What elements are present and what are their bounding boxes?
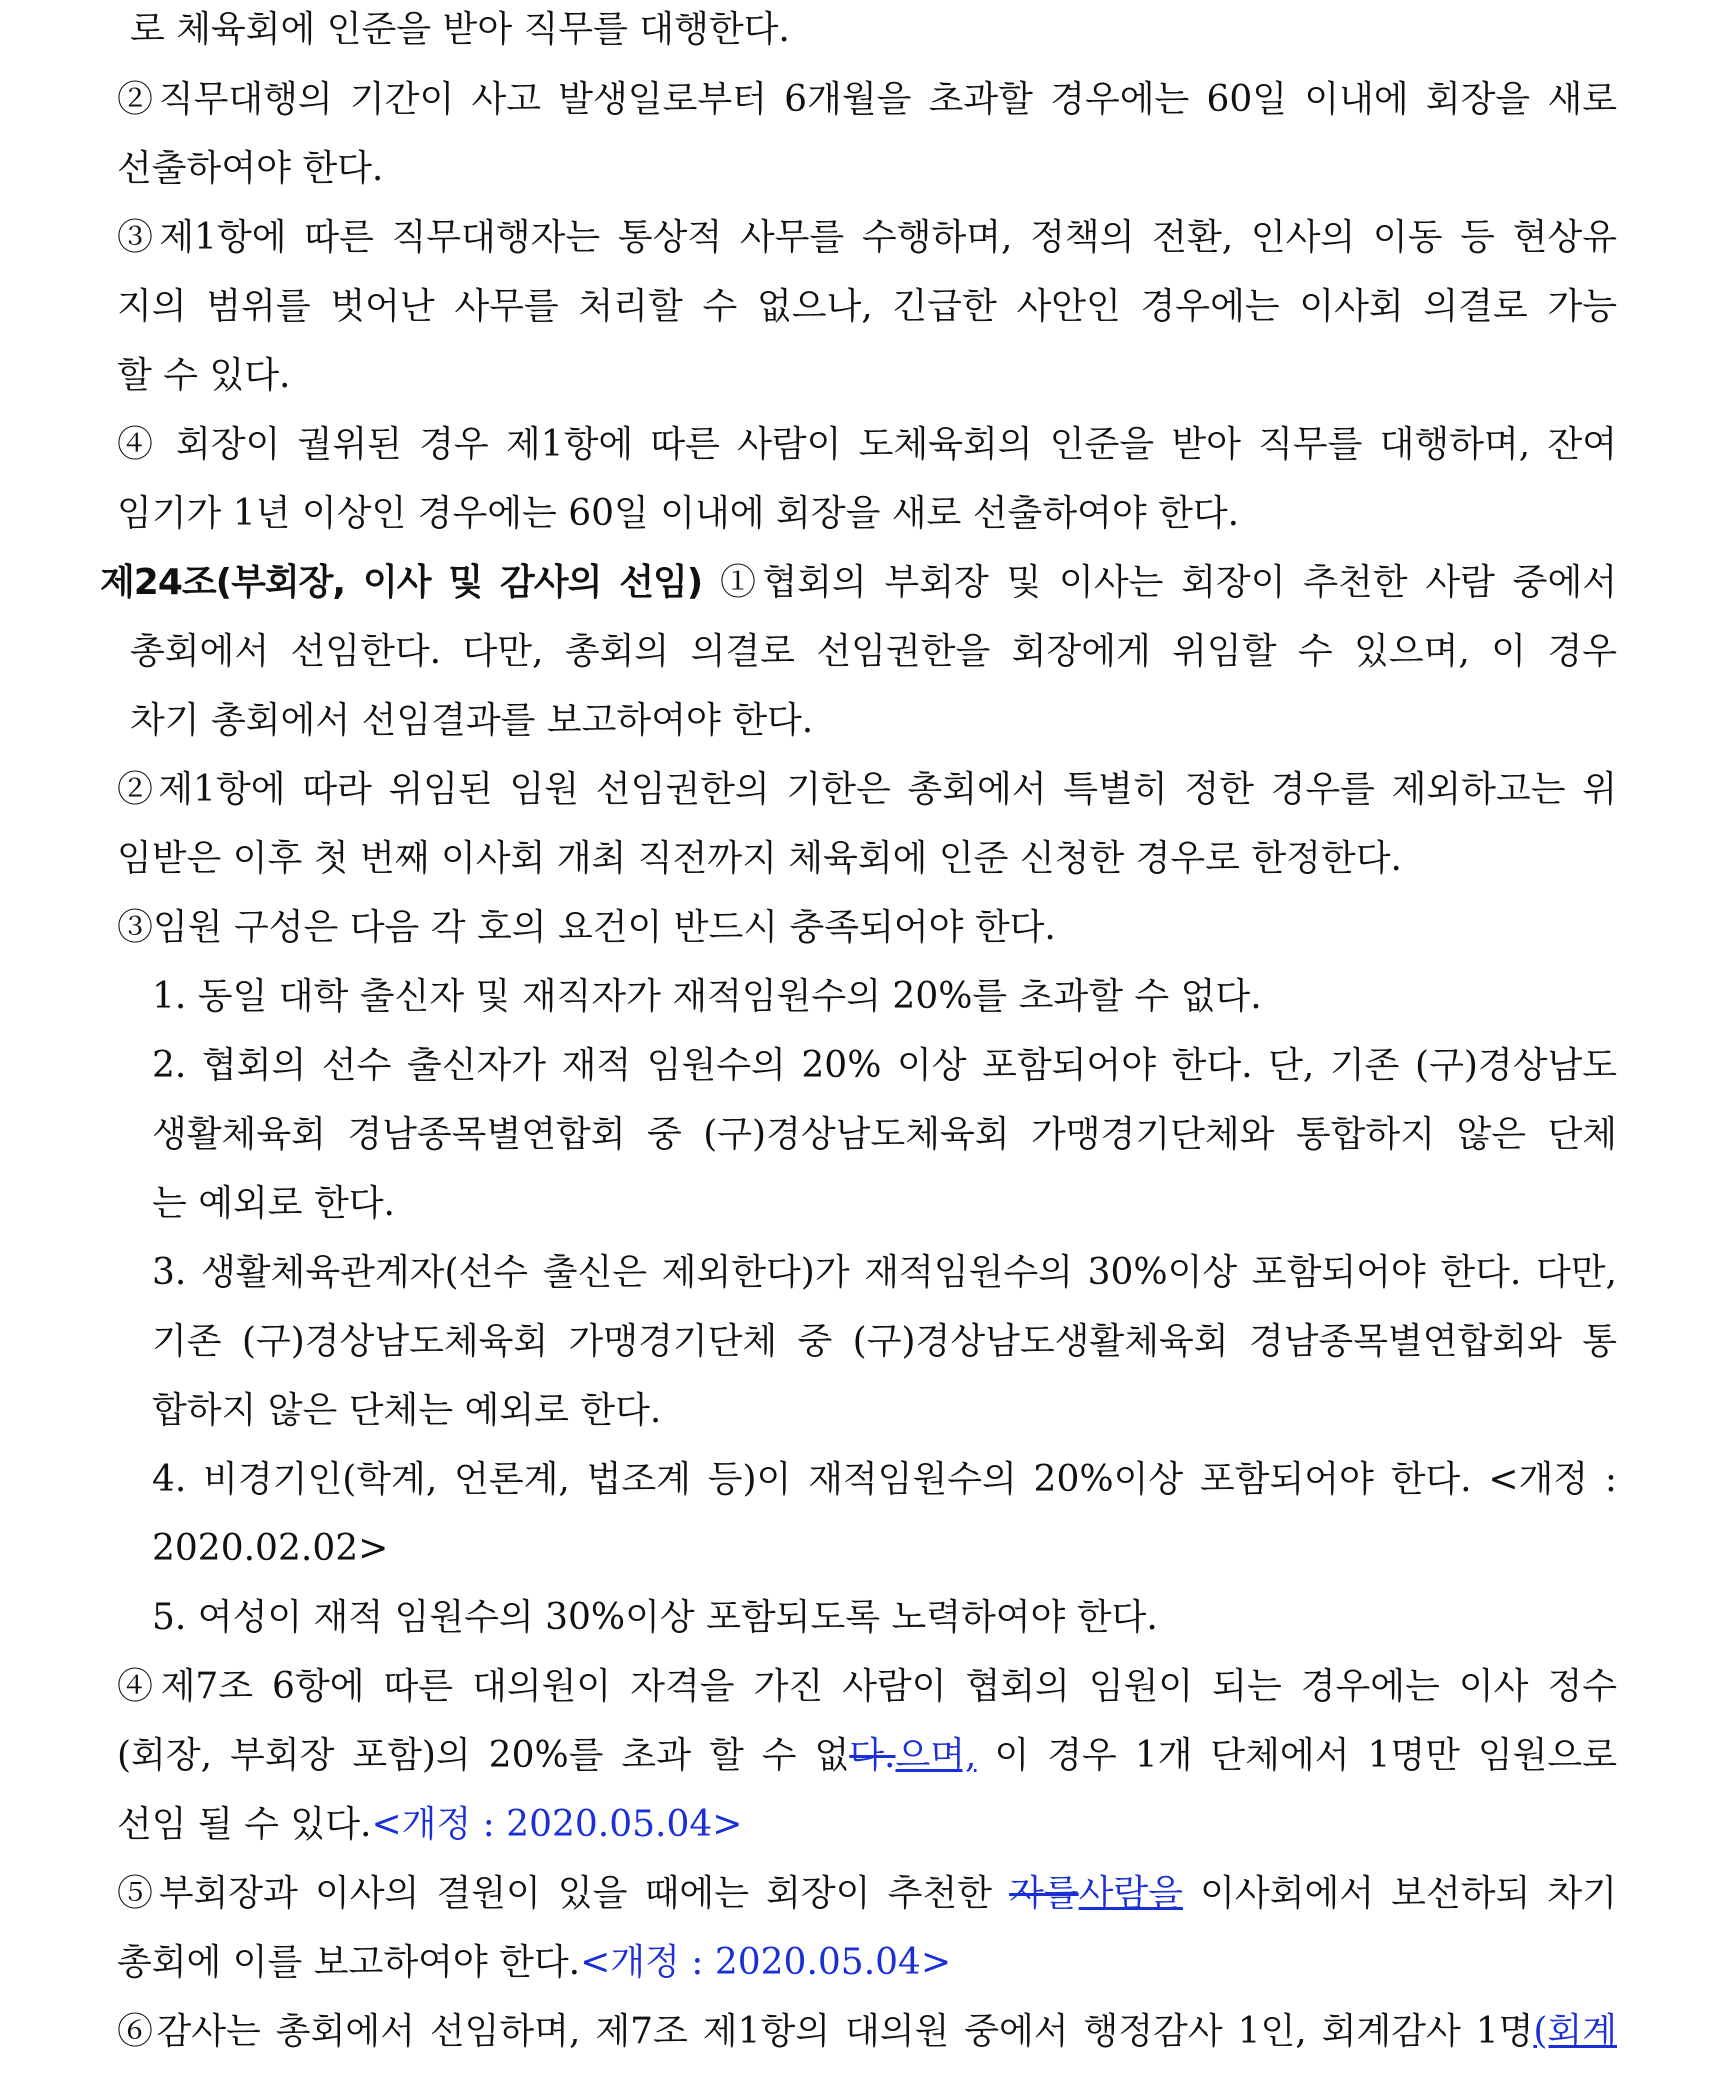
text-line: ③임원 구성은 다음 각 호의 요건이 반드시 충족되어야 한다. [117,907,1056,948]
revision-note: <개정 : 2020.05.04> [371,1804,743,1845]
inserted-text: (회계 [1533,2011,1617,2052]
text-line: ②직무대행의 기간이 사고 발생일로부터 6개월을 초과할 경우에는 60일 이내에 회장을 새로 [117,79,1617,120]
text-segment: ⑤부회장과 이사의 결원이 있을 때에는 회장이 추천한 [117,1873,1010,1914]
list-item: 1. 동일 대학 출신자 및 재직자가 재적임원수의 20%를 초과할 수 없다. [152,976,1262,1017]
text-line: 차기 총회에서 선임결과를 보고하여야 한다. [130,700,814,741]
text-segment: 선임 될 수 있다. [117,1804,372,1845]
text-line: 임기가 1년 이상인 경우에는 60일 이내에 회장을 새로 선출하여야 한다. [117,493,1240,534]
text-line: ②제1항에 따라 위임된 임원 선임권한의 기한은 총회에서 특별히 정한 경우를 제외하고는 위 [117,769,1617,810]
amended-line [117,1732,1617,1780]
list-item: 4. 비경기인(학계, 언론계, 법조계 등)이 재적임원수의 20%이상 포함되어야 한다. <개정 : [152,1459,1617,1500]
text-segment: 이사회에서 보선하되 차기 [1182,1873,1617,1914]
deleted-text: 자를 [1009,1873,1079,1914]
list-item-cont: 기존 (구)경상남도체육회 가맹경기단체 중 (구)경상남도생활체육회 경남종목별연합회와 통 [152,1321,1617,1362]
inserted-text: 사람을 [1078,1873,1183,1914]
revision-note: <개정 : 2020.05.04> [580,1942,952,1983]
list-item-cont: 생활체육회 경남종목별연합회 중 (구)경상남도체육회 가맹경기단체와 통합하지 않은 단체 [152,1114,1617,1155]
text-segment: 이 경우 1개 단체에서 1명만 임원으로 [976,1735,1617,1776]
text-line: 총회에서 선임한다. 다만, 총회의 의결로 선임권한을 회장에게 위임할 수 있으며, 이 경우 [130,631,1617,672]
text-line: 로 체육회에 인준을 받아 직무를 대행한다. [130,9,790,50]
inserted-text: 으며, [895,1735,977,1776]
text-line: 임받은 이후 첫 번째 이사회 개최 직전까지 체육회에 인준 신청한 경우로 한정한다. [117,838,1402,879]
deleted-text: 다. [849,1735,896,1776]
article-heading: 제24조(부회장, 이사 및 감사의 선임) [100,562,703,603]
amended-line [117,1870,1617,1918]
amended-line [117,1801,1617,1849]
amended-line [117,2008,1617,2056]
article-text: ①협회의 부회장 및 이사는 회장이 추천한 사람 중에서 [702,562,1618,603]
text-line: 할 수 있다. [117,355,291,396]
text-line: ④제7조 6항에 따른 대의원이 자격을 가진 사람이 협회의 임원이 되는 경우에는 이사 정수 [117,1666,1617,1707]
list-item-cont: 합하지 않은 단체는 예외로 한다. [152,1390,662,1431]
text-line: 선출하여야 한다. [117,148,384,189]
text-line: 지의 범위를 벗어난 사무를 처리할 수 없으나, 긴급한 사안인 경우에는 이사회 의결로 가능 [117,286,1617,327]
article-24-line [100,559,1617,607]
list-item: 5. 여성이 재적 임원수의 30%이상 포함되도록 노력하여야 한다. [152,1597,1158,1638]
text-line: ④ 회장이 궐위된 경우 제1항에 따른 사람이 도체육회의 인준을 받아 직무를 대행하며, 잔여 [117,424,1617,465]
amended-line [117,1939,1617,1987]
text-line: ③제1항에 따른 직무대행자는 통상적 사무를 수행하며, 정책의 전환, 인사의 이동 등 현상유 [117,217,1617,258]
text-segment: 총회에 이를 보고하여야 한다. [117,1942,581,1983]
list-item-cont: 2020.02.02> [152,1528,389,1569]
list-item: 2. 협회의 선수 출신자가 재적 임원수의 20% 이상 포함되어야 한다. 단, 기존 (구)경상남도 [152,1045,1617,1086]
list-item-cont: 는 예외로 한다. [152,1183,395,1224]
list-item: 3. 생활체육관계자(선수 출신은 제외한다)가 재적임원수의 30%이상 포함되어야 한다. 다만, [152,1252,1617,1293]
text-segment: (회장, 부회장 포함)의 20%를 초과 할 수 없 [117,1735,850,1776]
text-segment: ⑥감사는 총회에서 선임하며, 제7조 제1항의 대의원 중에서 행정감사 1인, 회계감사 1명 [117,2011,1534,2052]
